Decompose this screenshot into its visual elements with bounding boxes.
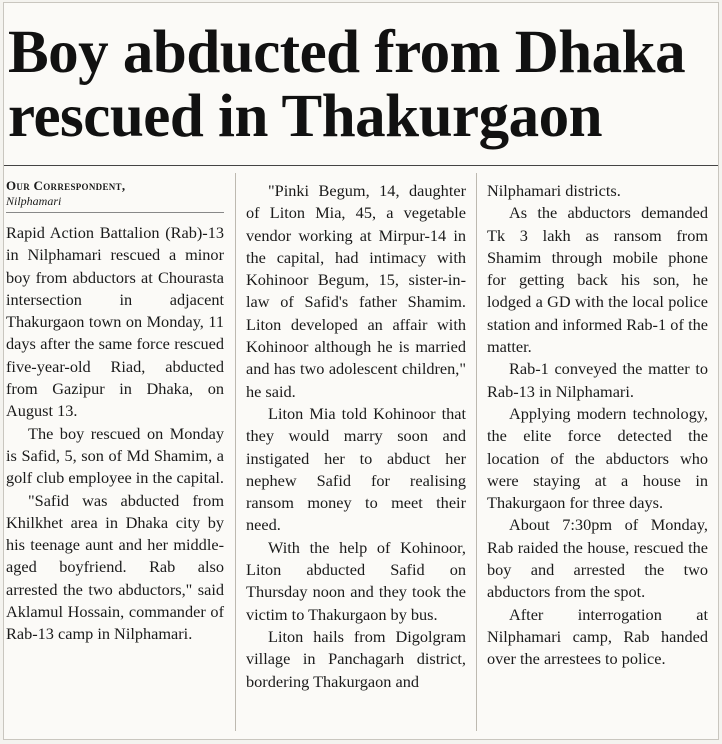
paragraph: "Pinki Begum, 14, daughter of Liton Mia, 45, a vegetable vendor working at Mirpur-14 in the capital, had intimacy with Kohinoor Begum, 15, sister-in-law of Safid's father Shamim. Liton developed an affair with Kohinoor although he is married and has two adolescent children," he said. bbox=[246, 181, 466, 401]
paragraph: With the help of Kohinoor, Liton abducted Safid on Thursday noon and they took the victim to Thakurgaon by bus. bbox=[246, 537, 466, 624]
paragraph: As the abductors demanded Tk 3 lakh as ransom from Shamim through mobile phone for getting back his son, he lodged a GD with the local police station and informed Rab-1 of the matter. bbox=[487, 203, 708, 357]
article-column-2 bbox=[246, 180, 466, 693]
paragraph: Liton Mia told Kohinoor that they would marry soon and instigated her to abduct her nephew Safid for realising ransom money to meet their need. bbox=[246, 403, 466, 535]
byline: Our Correspondent, bbox=[6, 178, 126, 193]
newspaper-clipping bbox=[3, 2, 719, 740]
paragraph: Rab-1 conveyed the matter to Rab-13 in Nilphamari. bbox=[487, 359, 708, 401]
paragraph: Applying modern technology, the elite force detected the location of the abductors who were staying at a house in Thakurgaon for three days. bbox=[487, 403, 708, 513]
column-divider bbox=[476, 173, 477, 731]
paragraph: Nilphamari districts. bbox=[487, 181, 621, 200]
column-divider bbox=[235, 173, 236, 731]
dateline: Nilphamari bbox=[6, 194, 224, 213]
paragraph: The boy rescued on Monday is Safid, 5, son of Md Shamim, a golf club employee in the capital. bbox=[6, 423, 224, 488]
article-column-3 bbox=[487, 180, 708, 671]
paragraph: Rapid Action Battalion (Rab)-13 in Nilphamari rescued a minor boy from abductors at Chourasta intersection in adjacent Thakurgaon town on Monday, 11 days after the same force rescued five-year-old Riad, abducted from Gazipur in Dhaka, on August 13. bbox=[6, 223, 224, 421]
paragraph: After interrogation at Nilphamari camp, Rab handed over the arrestees to police. bbox=[487, 604, 708, 669]
headline-rule bbox=[4, 165, 718, 166]
headline: Boy abducted from Dhaka rescued in Thakurgaon bbox=[8, 19, 686, 150]
article-column-1 bbox=[6, 177, 224, 646]
paragraph: Liton hails from Digolgram village in Panchagarh district, bordering Thakurgaon and bbox=[246, 626, 466, 691]
paragraph: "Safid was abducted from Khilkhet area in Dhaka city by his teenage aunt and her middle-aged boyfriend. Rab also arrested the two abductors," said Aklamul Hossain, commander of Rab-13 camp in Nilphamari. bbox=[6, 490, 224, 644]
paragraph: About 7:30pm of Monday, Rab raided the house, rescued the boy and arrested the two abductors from the spot. bbox=[487, 515, 708, 602]
